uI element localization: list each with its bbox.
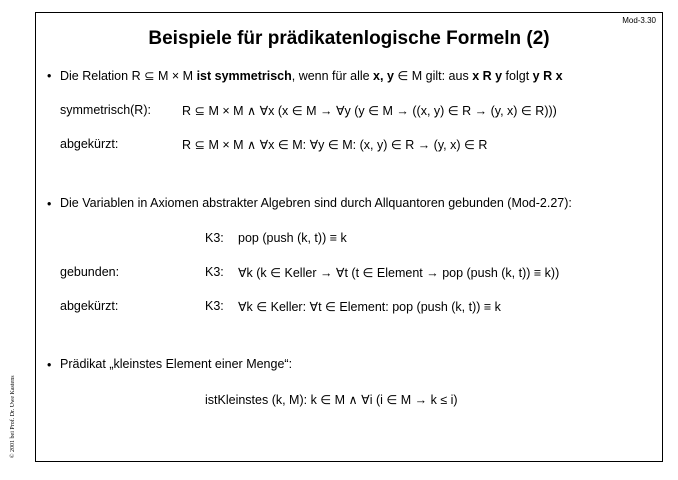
symmetry-intro xyxy=(60,68,563,83)
axiom-short-label: abgekürzt: xyxy=(60,299,119,313)
predicate-intro: Prädikat „kleinstes Element einer Menge“: xyxy=(60,357,293,371)
k3-bound-formula: ∀k (k ∈ Keller → ∀t (t ∈ Element → pop (push (k, t)) ≡ k)) xyxy=(238,266,560,280)
symmetry-formula: R ⊆ M × M ∧ ∀x (x ∈ M → ∀y (y ∈ M → ((x, y) ∈ R → (y, x) ∈ R))) xyxy=(182,104,557,118)
k3-label-2: K3: xyxy=(205,265,224,279)
k3-label-1: K3: xyxy=(205,231,224,245)
copyright-notice: © 2001 bei Prof. Dr. Uwe Kastens xyxy=(10,375,16,458)
symmetry-short-formula: R ⊆ M × M ∧ ∀x ∈ M: ∀y ∈ M: (x, y) ∈ R → (y, x) ∈ R xyxy=(182,138,488,152)
axiom-intro: Die Variablen in Axiomen abstrakter Algebren sind durch Allquantoren gebunden (Mod-2.27): xyxy=(60,196,572,210)
bound-label: gebunden: xyxy=(60,265,120,279)
bullet-3: • xyxy=(47,358,52,372)
predicate-formula: istKleinstes (k, M): k ∈ M ∧ ∀i (i ∈ M → k ≤ i) xyxy=(205,393,458,407)
intro-text-4: folgt xyxy=(502,69,533,83)
intro-text-2: , wenn für alle xyxy=(291,69,374,83)
k3-axiom: pop (push (k, t)) ≡ k xyxy=(238,231,347,245)
intro-xRy: x R y xyxy=(472,69,503,83)
intro-vars: x, y xyxy=(373,69,394,83)
bullet-1: • xyxy=(47,69,52,83)
bullet-2: • xyxy=(47,197,52,211)
slide-id: Mod-3.30 xyxy=(622,16,656,25)
k3-label-3: K3: xyxy=(205,299,224,313)
symmetry-short-label: abgekürzt: xyxy=(60,137,119,151)
slide-title: Beispiele für prädikatenlogische Formeln (2) xyxy=(148,28,550,49)
intro-text-3: ∈ M gilt: aus xyxy=(393,69,473,83)
intro-text-1: Die Relation R ⊆ M × M xyxy=(60,69,197,83)
intro-yRx: y R x xyxy=(532,69,563,83)
k3-short-formula: ∀k ∈ Keller: ∀t ∈ Element: pop (push (k, t)) ≡ k xyxy=(238,300,501,314)
intro-bold: ist symmetrisch xyxy=(196,69,292,83)
symmetry-formula-label: symmetrisch(R): xyxy=(60,103,151,117)
